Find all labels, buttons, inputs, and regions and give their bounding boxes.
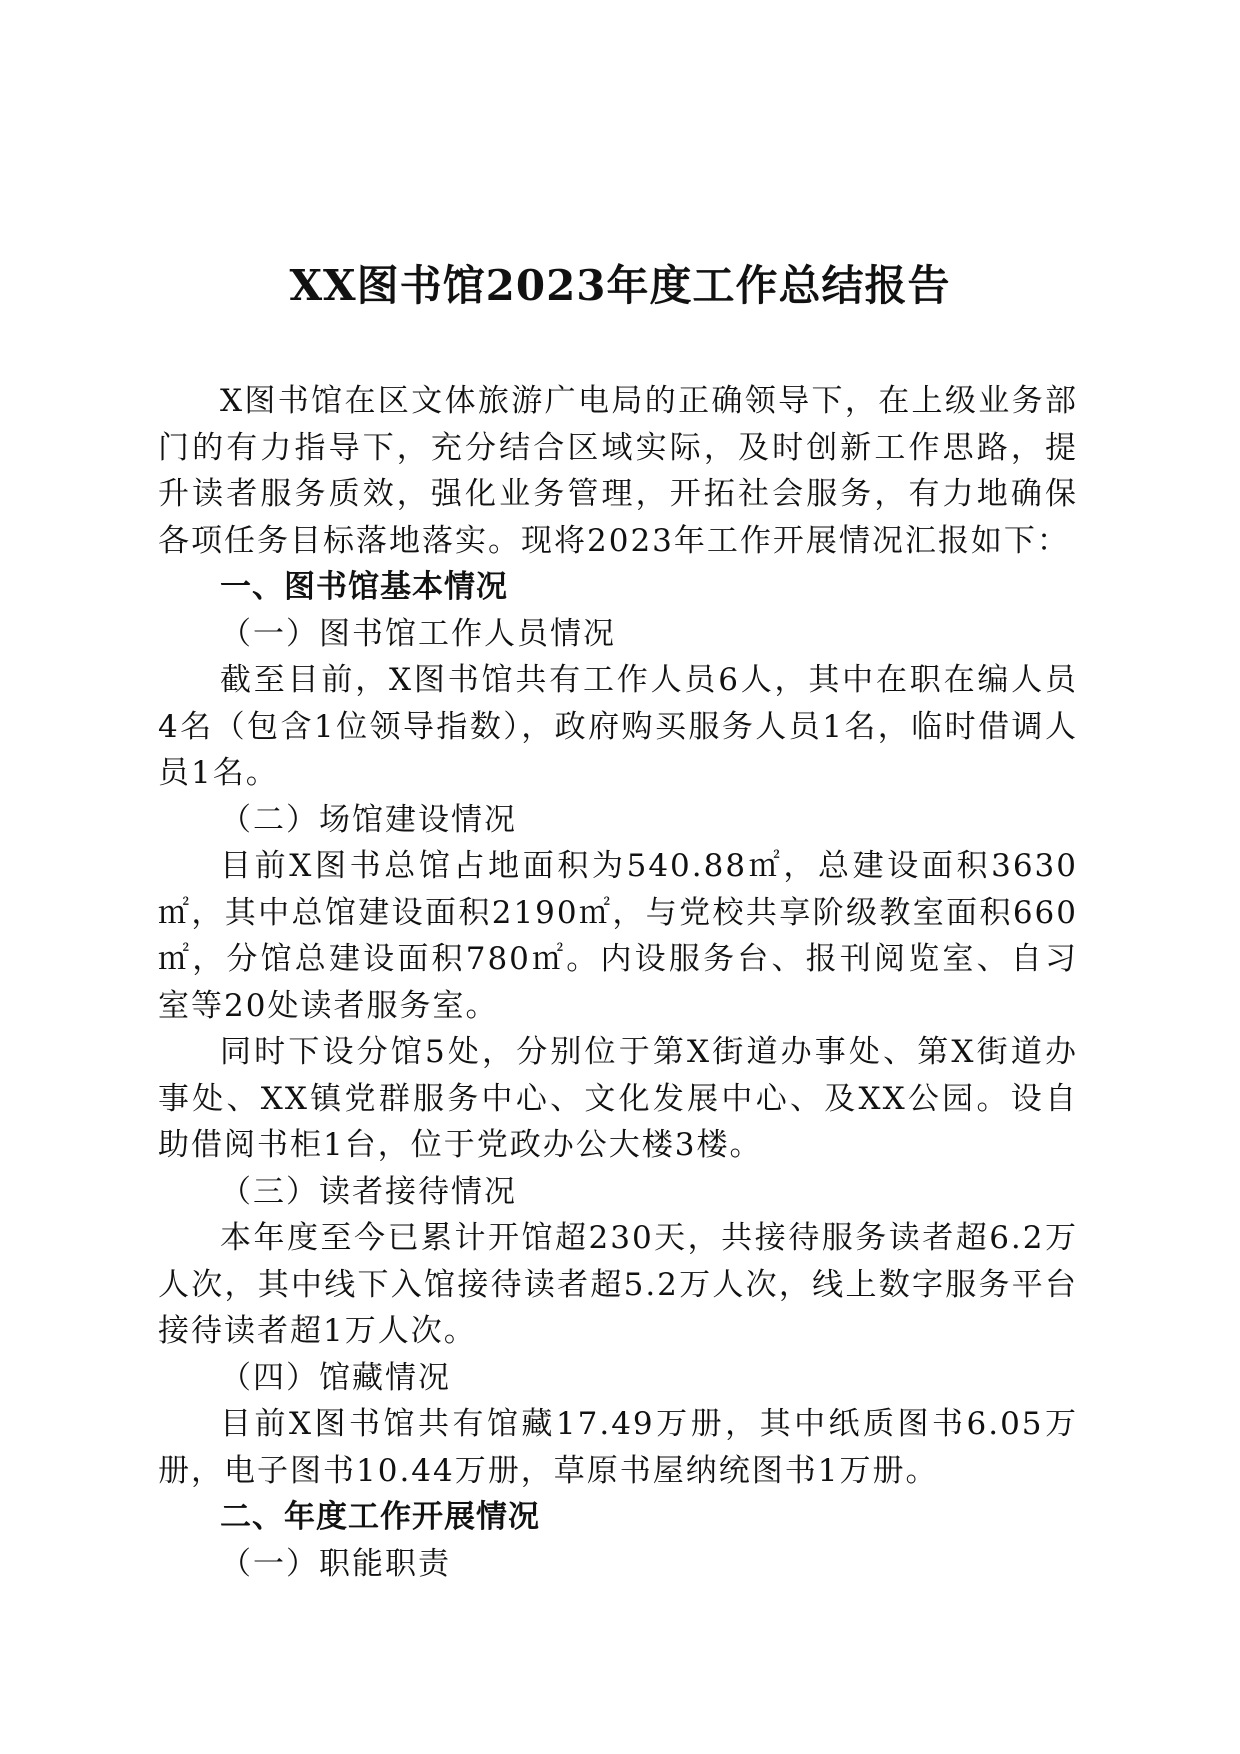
subsection-heading-staff: （一）图书馆工作人员情况 [220, 615, 616, 652]
section-heading-basic-info: 一、图书馆基本情况 [220, 569, 508, 605]
collection-paragraph: 目前X图书馆共有馆藏17.49万册，其中纸质图书6.05万册，电子图书10.44万册，草原书屋纳统图书1万册。 [158, 1406, 1078, 1489]
subsection-heading-duties: （一）职能职责 [220, 1545, 451, 1582]
branches-paragraph: 同时下设分馆5处，分别位于第X街道办事处、第X街道办事处、XX镇党群服务中心、文化发展中心、及XX公园。设自助借阅书柜1台，位于党政办公大楼3楼。 [158, 1034, 1078, 1163]
venue-area-paragraph: 目前X图书总馆占地面积为540.88㎡，总建设面积3630㎡，其中总馆建设面积2190㎡，与党校共享阶级教室面积660㎡，分馆总建设面积780㎡。内设服务台、报刊阅览室、自习室等20处读者服务室。 [158, 848, 1078, 1024]
intro-paragraph: X图书馆在区文体旅游广电局的正确领导下，在上级业务部门的有力指导下，充分结合区域实际，及时创新工作思路，提升读者服务质效，强化业务管理，开拓社会服务，有力地确保各项任务目标落地落实。现将2023年工作开展情况汇报如下： [158, 383, 1078, 559]
section-heading-annual-work: 二、年度工作开展情况 [220, 1499, 540, 1535]
subsection-heading-venue: （二）场馆建设情况 [220, 801, 517, 838]
staff-paragraph: 截至目前，X图书馆共有工作人员6人，其中在职在编人员4名（包含1位领导指数），政府购买服务人员1名，临时借调人员1名。 [158, 662, 1078, 791]
subsection-heading-readers: （三）读者接待情况 [220, 1173, 517, 1210]
readers-paragraph: 本年度至今已累计开馆超230天，共接待服务读者超6.2万人次，其中线下入馆接待读者超5.2万人次，线上数字服务平台接待读者超1万人次。 [158, 1220, 1078, 1349]
subsection-heading-collection: （四）馆藏情况 [220, 1359, 451, 1396]
document-title: XX图书馆2023年度工作总结报告 [289, 261, 951, 310]
document-body [158, 378, 1078, 1587]
